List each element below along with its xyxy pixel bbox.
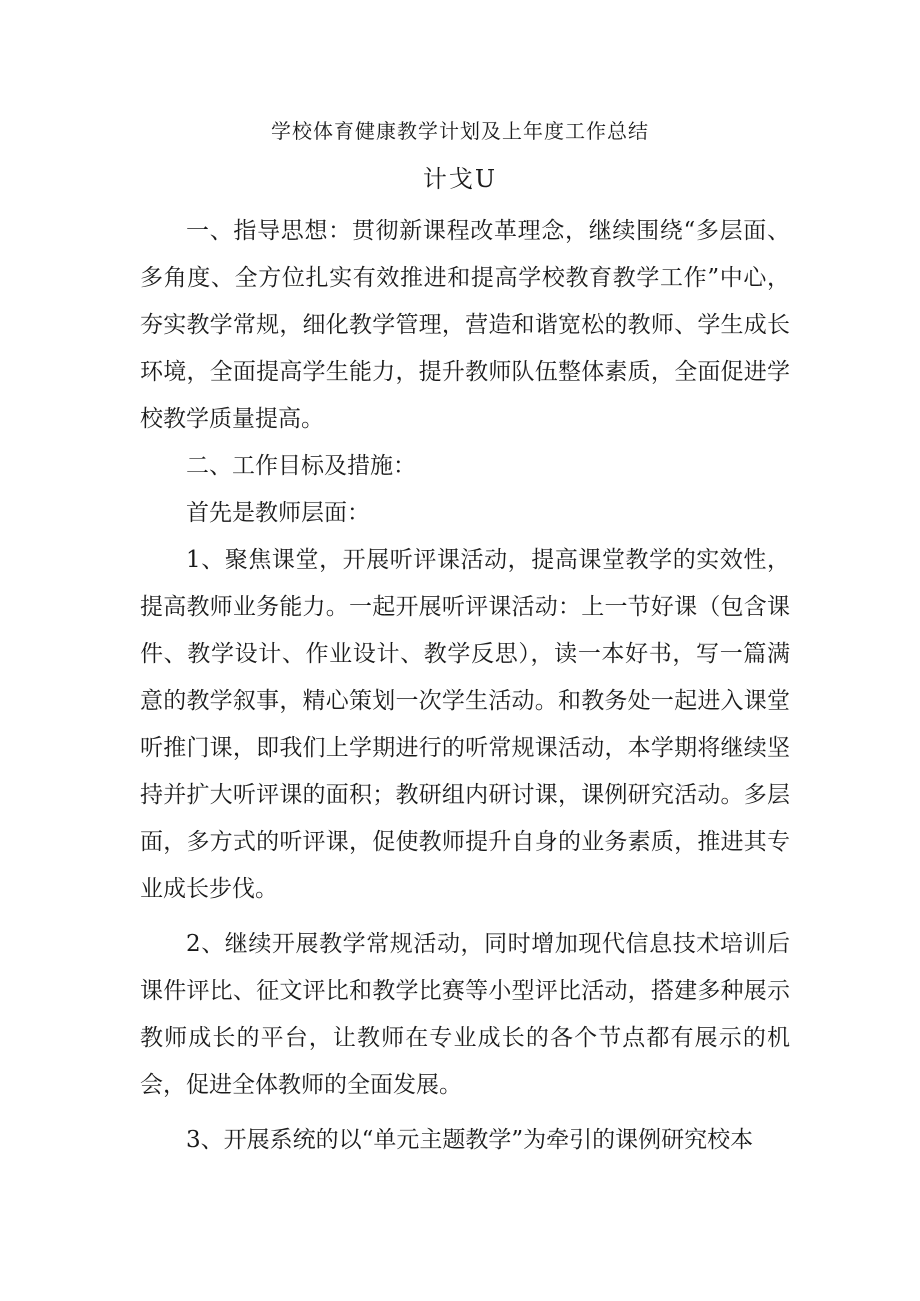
document-title: 学校体育健康教学计划及上年度工作总结: [271, 119, 649, 143]
paragraph-goals-heading: 二、工作目标及措施：: [186, 453, 416, 479]
paragraph-item-2: 2、继续开展教学常规活动，同时增加现代信息技术培训后课件评比、征文评比和教学比赛等小型评比活动，搭建多种展示教师成长的平台，让教师在专业成长的各个节点都有展示的机会，促进全体教师的全面发展。: [140, 931, 790, 1098]
document-subtitle: 计戈U: [422, 165, 498, 193]
paragraph-teacher-level: 首先是教师层面：: [186, 500, 370, 526]
paragraph-guiding-ideology: 一、指导思想：贯彻新课程改革理念，继续围绕“多层面、多角度、全方位扎实有效推进和提高学校教育教学工作”中心，夯实教学常规，细化教学管理，营造和谐宽松的教师、学生成长环境，全面提高学生能力，提升教师队伍整体素质，全面促进学校教学质量提高。: [140, 218, 790, 432]
paragraph-item-3: 3、开展系统的以“单元主题教学”为牵引的课例研究校本: [186, 1127, 754, 1153]
document-body: [140, 208, 790, 1164]
paragraph-item-1: 1、聚焦课堂，开展听评课活动，提高课堂教学的实效性，提高教师业务能力。一起开展听评课活动：上一节好课（包含课件、教学设计、作业设计、教学反思），读一本好书，写一篇满意的教学叙事，精心策划一次学生活动。和教务处一起进入课堂听推门课，即我们上学期进行的听常规课活动，本学期将继续坚持并扩大听评课的面积；教研组内研讨课，课例研究活动。多层面，多方式的听评课，促使教师提升自身的业务素质，推进其专业成长步伐。: [140, 547, 790, 902]
